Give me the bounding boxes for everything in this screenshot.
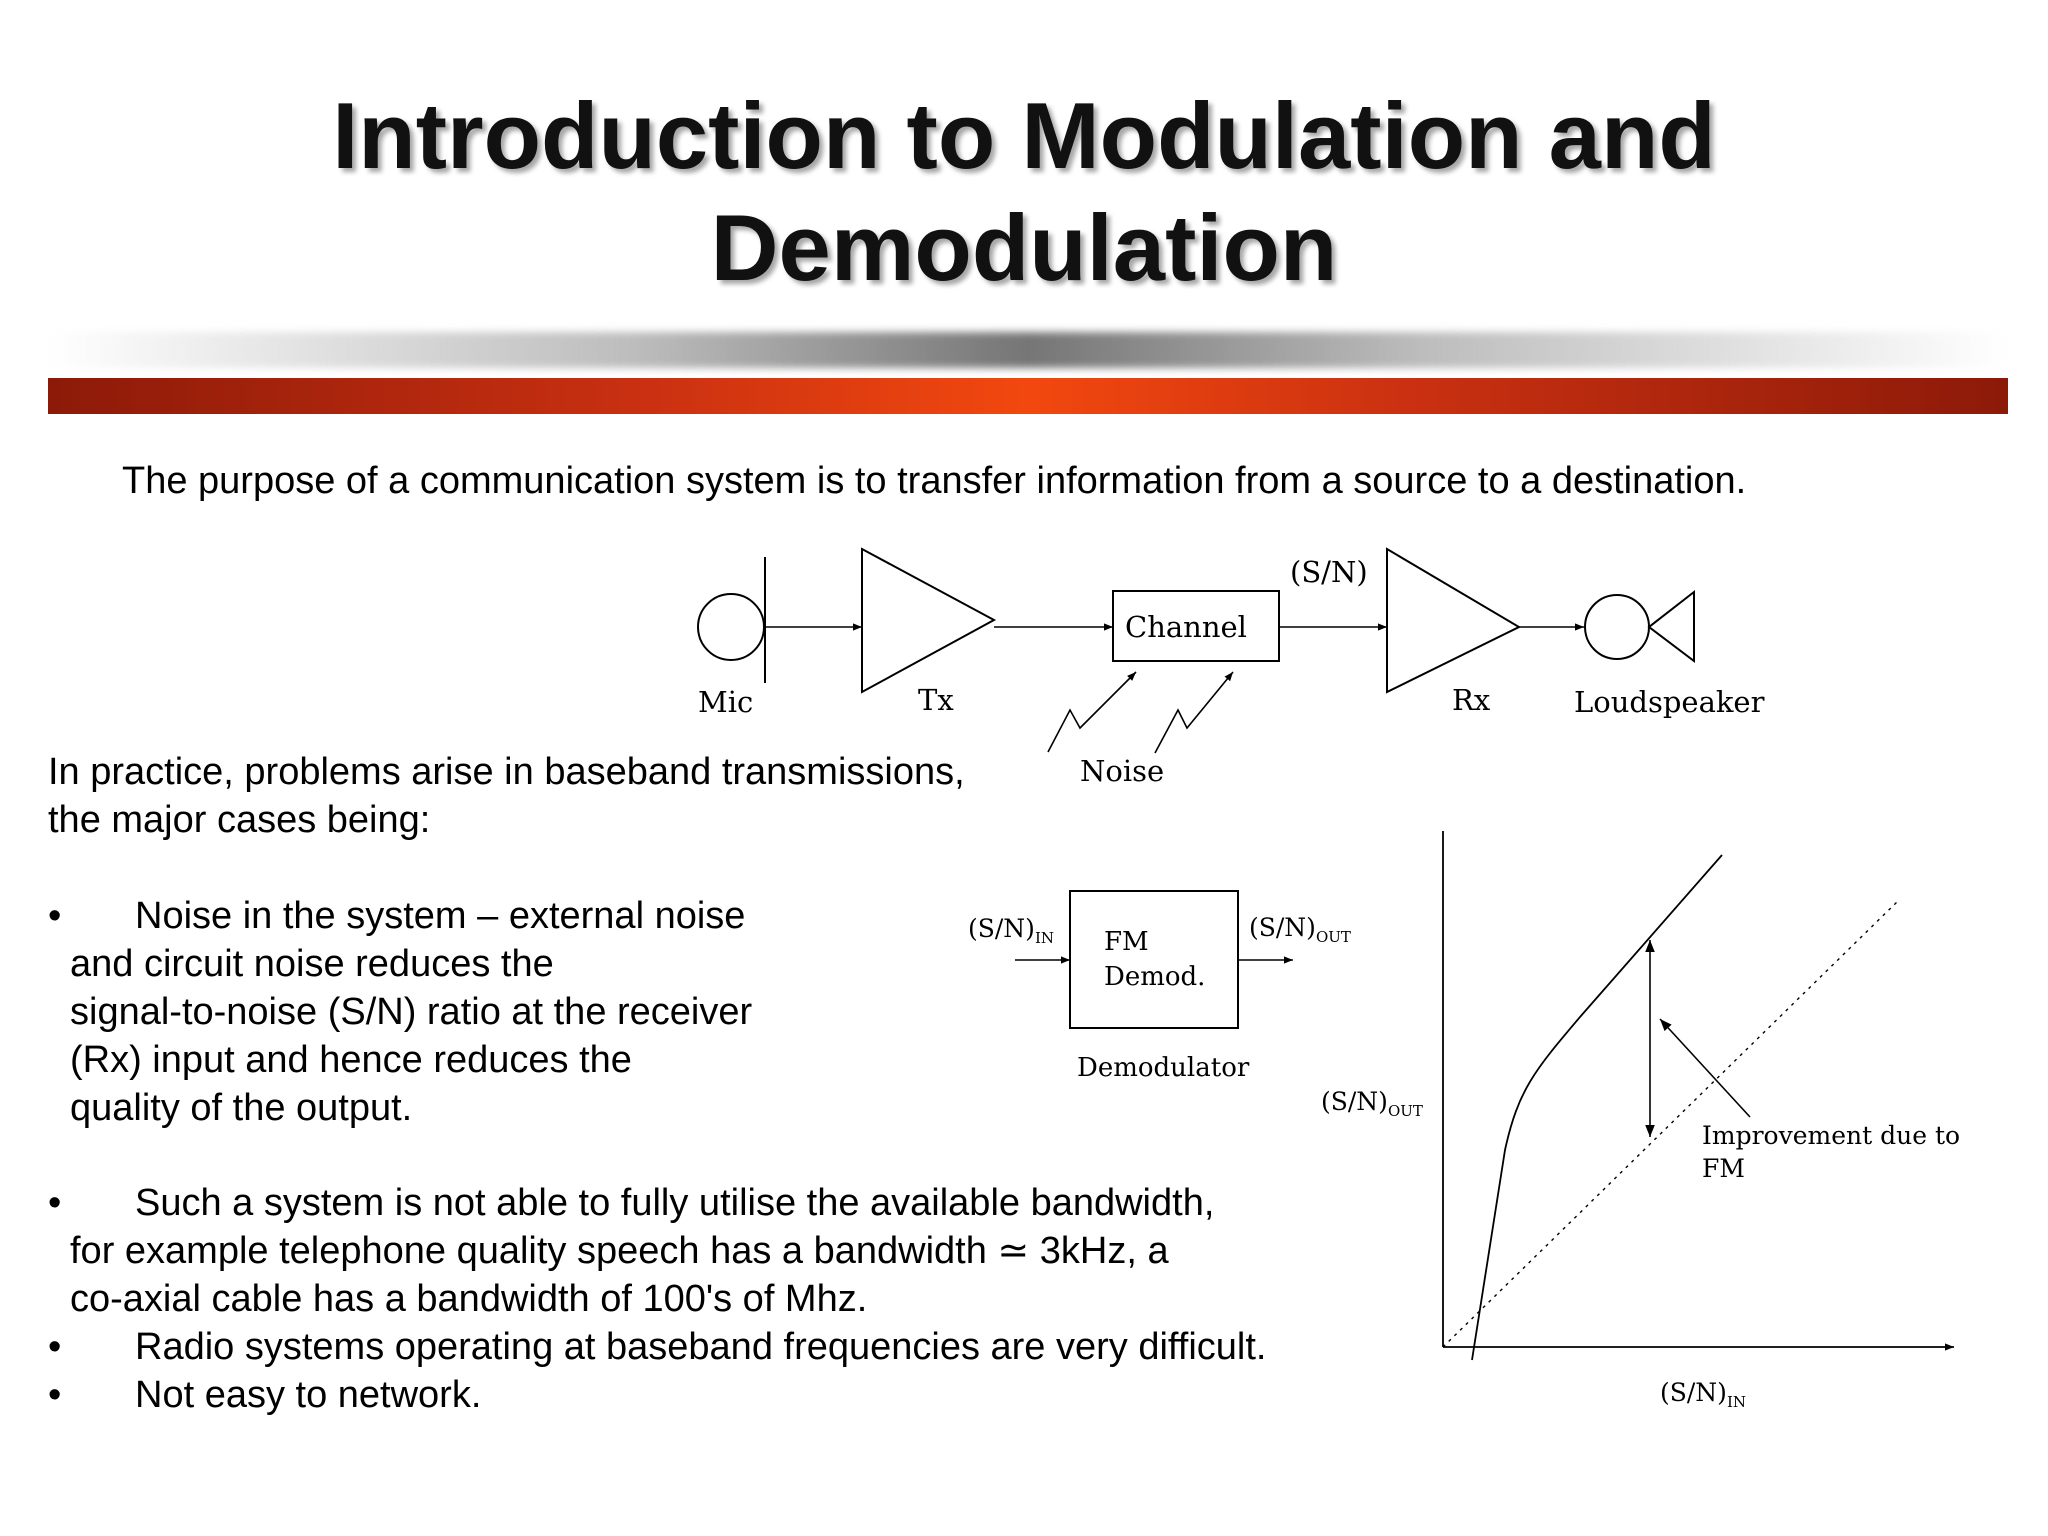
graph-annotation-line2: FM: [1702, 1154, 1745, 1183]
bullet-bandwidth-first: Such a system is not able to fully utilise the available bandwidth,: [135, 1182, 1215, 1224]
graph-ylabel: $(S/N)_{OUT}$: [1321, 1087, 1423, 1120]
bullet-bandwidth-line: co-axial cable has a bandwidth of 100's of Mhz.: [70, 1278, 868, 1320]
bullet-radio-first: Radio systems operating at baseband frequencies are very difficult.: [135, 1326, 1267, 1368]
bullet-dot: •: [48, 1374, 62, 1416]
mic-label: Mic: [698, 685, 754, 719]
bullet-bandwidth-line: for example telephone quality speech has a bandwidth ≃ 3kHz, a: [70, 1230, 1169, 1272]
channel-label: Channel: [1125, 610, 1247, 644]
rx-label: Rx: [1452, 683, 1491, 717]
tx-label: Tx: [918, 683, 954, 717]
noise-label: Noise: [1080, 754, 1165, 788]
noise-bolt-icon: [1155, 672, 1233, 753]
bullet-noise-line: signal-to-noise (S/N) ratio at the receiver: [70, 991, 753, 1033]
title-line-1: Introduction to Modulation and: [332, 83, 1716, 188]
bullet-noise-line: quality of the output.: [70, 1087, 413, 1129]
demod-diagram: [968, 891, 1351, 1083]
graph-fm-curve: [1472, 855, 1722, 1360]
bullet-noise-line: (Rx) input and hence reduces the: [70, 1039, 632, 1081]
graph-xlabel: $(S/N)_{IN}$: [1660, 1378, 1746, 1411]
annotation-pointer-arrow: [1660, 1019, 1750, 1117]
sn-graph: [1321, 831, 1960, 1411]
demod-sn-out-label: $(S/N)_{OUT}$: [1249, 913, 1351, 946]
bullet-dot: •: [48, 895, 62, 937]
bullet-network-first: Not easy to network.: [135, 1374, 482, 1416]
bullet-noise-first: Noise in the system – external noise: [135, 895, 746, 937]
bullet-dot: •: [48, 1326, 62, 1368]
tx-amplifier-icon: [862, 549, 994, 692]
loudspeaker-icon: [1585, 595, 1649, 659]
bullet-noise-line: and circuit noise reduces the: [70, 943, 554, 985]
loudspeaker-label: Loudspeaker: [1574, 685, 1765, 719]
fm-demod-label-line2: Demod.: [1104, 962, 1206, 992]
rx-amplifier-icon: [1387, 549, 1519, 692]
loudspeaker-cone-icon: [1649, 592, 1694, 661]
graph-annotation-line1: Improvement due to: [1702, 1121, 1961, 1150]
demodulator-caption: Demodulator: [1077, 1053, 1250, 1083]
problems-line-1: In practice, problems arise in baseband transmissions,: [48, 751, 965, 793]
mic-icon: [698, 594, 764, 660]
demod-sn-in-label: $(S/N)_{IN}$: [968, 914, 1054, 947]
bullet-dot: •: [48, 1182, 62, 1224]
fm-demod-label-line1: FM: [1104, 927, 1149, 957]
problems-line-2: the major cases being:: [48, 799, 431, 841]
sn-label: (S/N): [1290, 555, 1368, 589]
fm-demod-block: [1070, 891, 1238, 1028]
intro-text: The purpose of a communication system is to transfer information from a source to a destination.: [122, 460, 1747, 502]
system-diagram: [698, 549, 1765, 788]
noise-bolt-icon: [1048, 672, 1136, 752]
title-line-2: Demodulation: [710, 195, 1338, 300]
